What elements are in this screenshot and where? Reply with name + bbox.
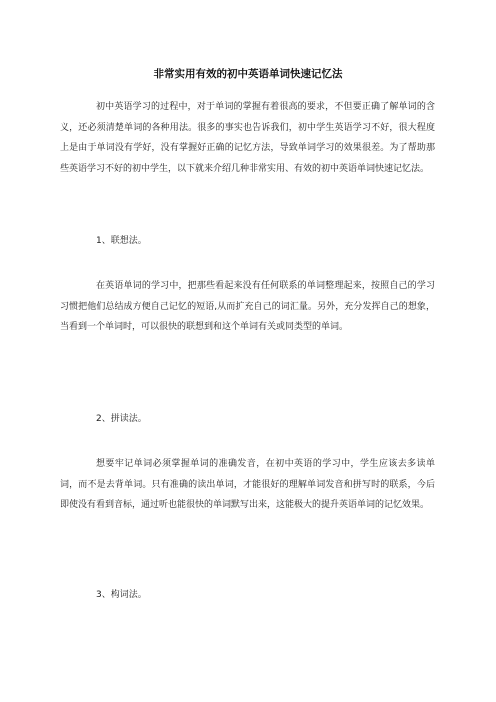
intro-paragraph: 初中英语学习的过程中，对于单词的掌握有着很高的要求，不但要正确了解单词的含义，还必须清楚单词的各种用法。很多的事实也告诉我们，初中学生英语学习不好，很大程度上是由于单词没有学好，没有掌握好正确的记忆方法，导致单词学习的效果很差。为了帮助那些英语学习不好的初中学生，以下就来介绍几种非常实用、有效的初中英语单词快速记忆法。: [60, 102, 435, 174]
section-heading-2: 2、拼读法。: [96, 414, 147, 424]
section-heading-3: 3、构词法。: [96, 590, 147, 600]
document-title: 非常实用有效的初中英语单词快速记忆法: [153, 68, 343, 80]
section-body-2: 想要牢记单词必须掌握单词的准确发音，在初中英语的学习中，学生应该去多读单词，而不是去背单词。只有准确的读出单词，才能很好的理解单词发音和拼写时的联系，今后即使没有看到音标，通过听也能很快的单词默写出来，这能极大的提升英语单词的记忆效果。: [60, 459, 435, 511]
section-heading-1: 1、联想法。: [96, 236, 147, 246]
section-body-1: 在英语单词的学习中，把那些看起来没有任何联系的单词整理起来，按照自己的学习习惯把他们总结成方便自己记忆的短语,从而扩充自己的词汇量。另外，充分发挥自己的想象，当看到一个单词时，可以很快的联想到和这个单词有关或同类型的单词。: [60, 281, 435, 333]
